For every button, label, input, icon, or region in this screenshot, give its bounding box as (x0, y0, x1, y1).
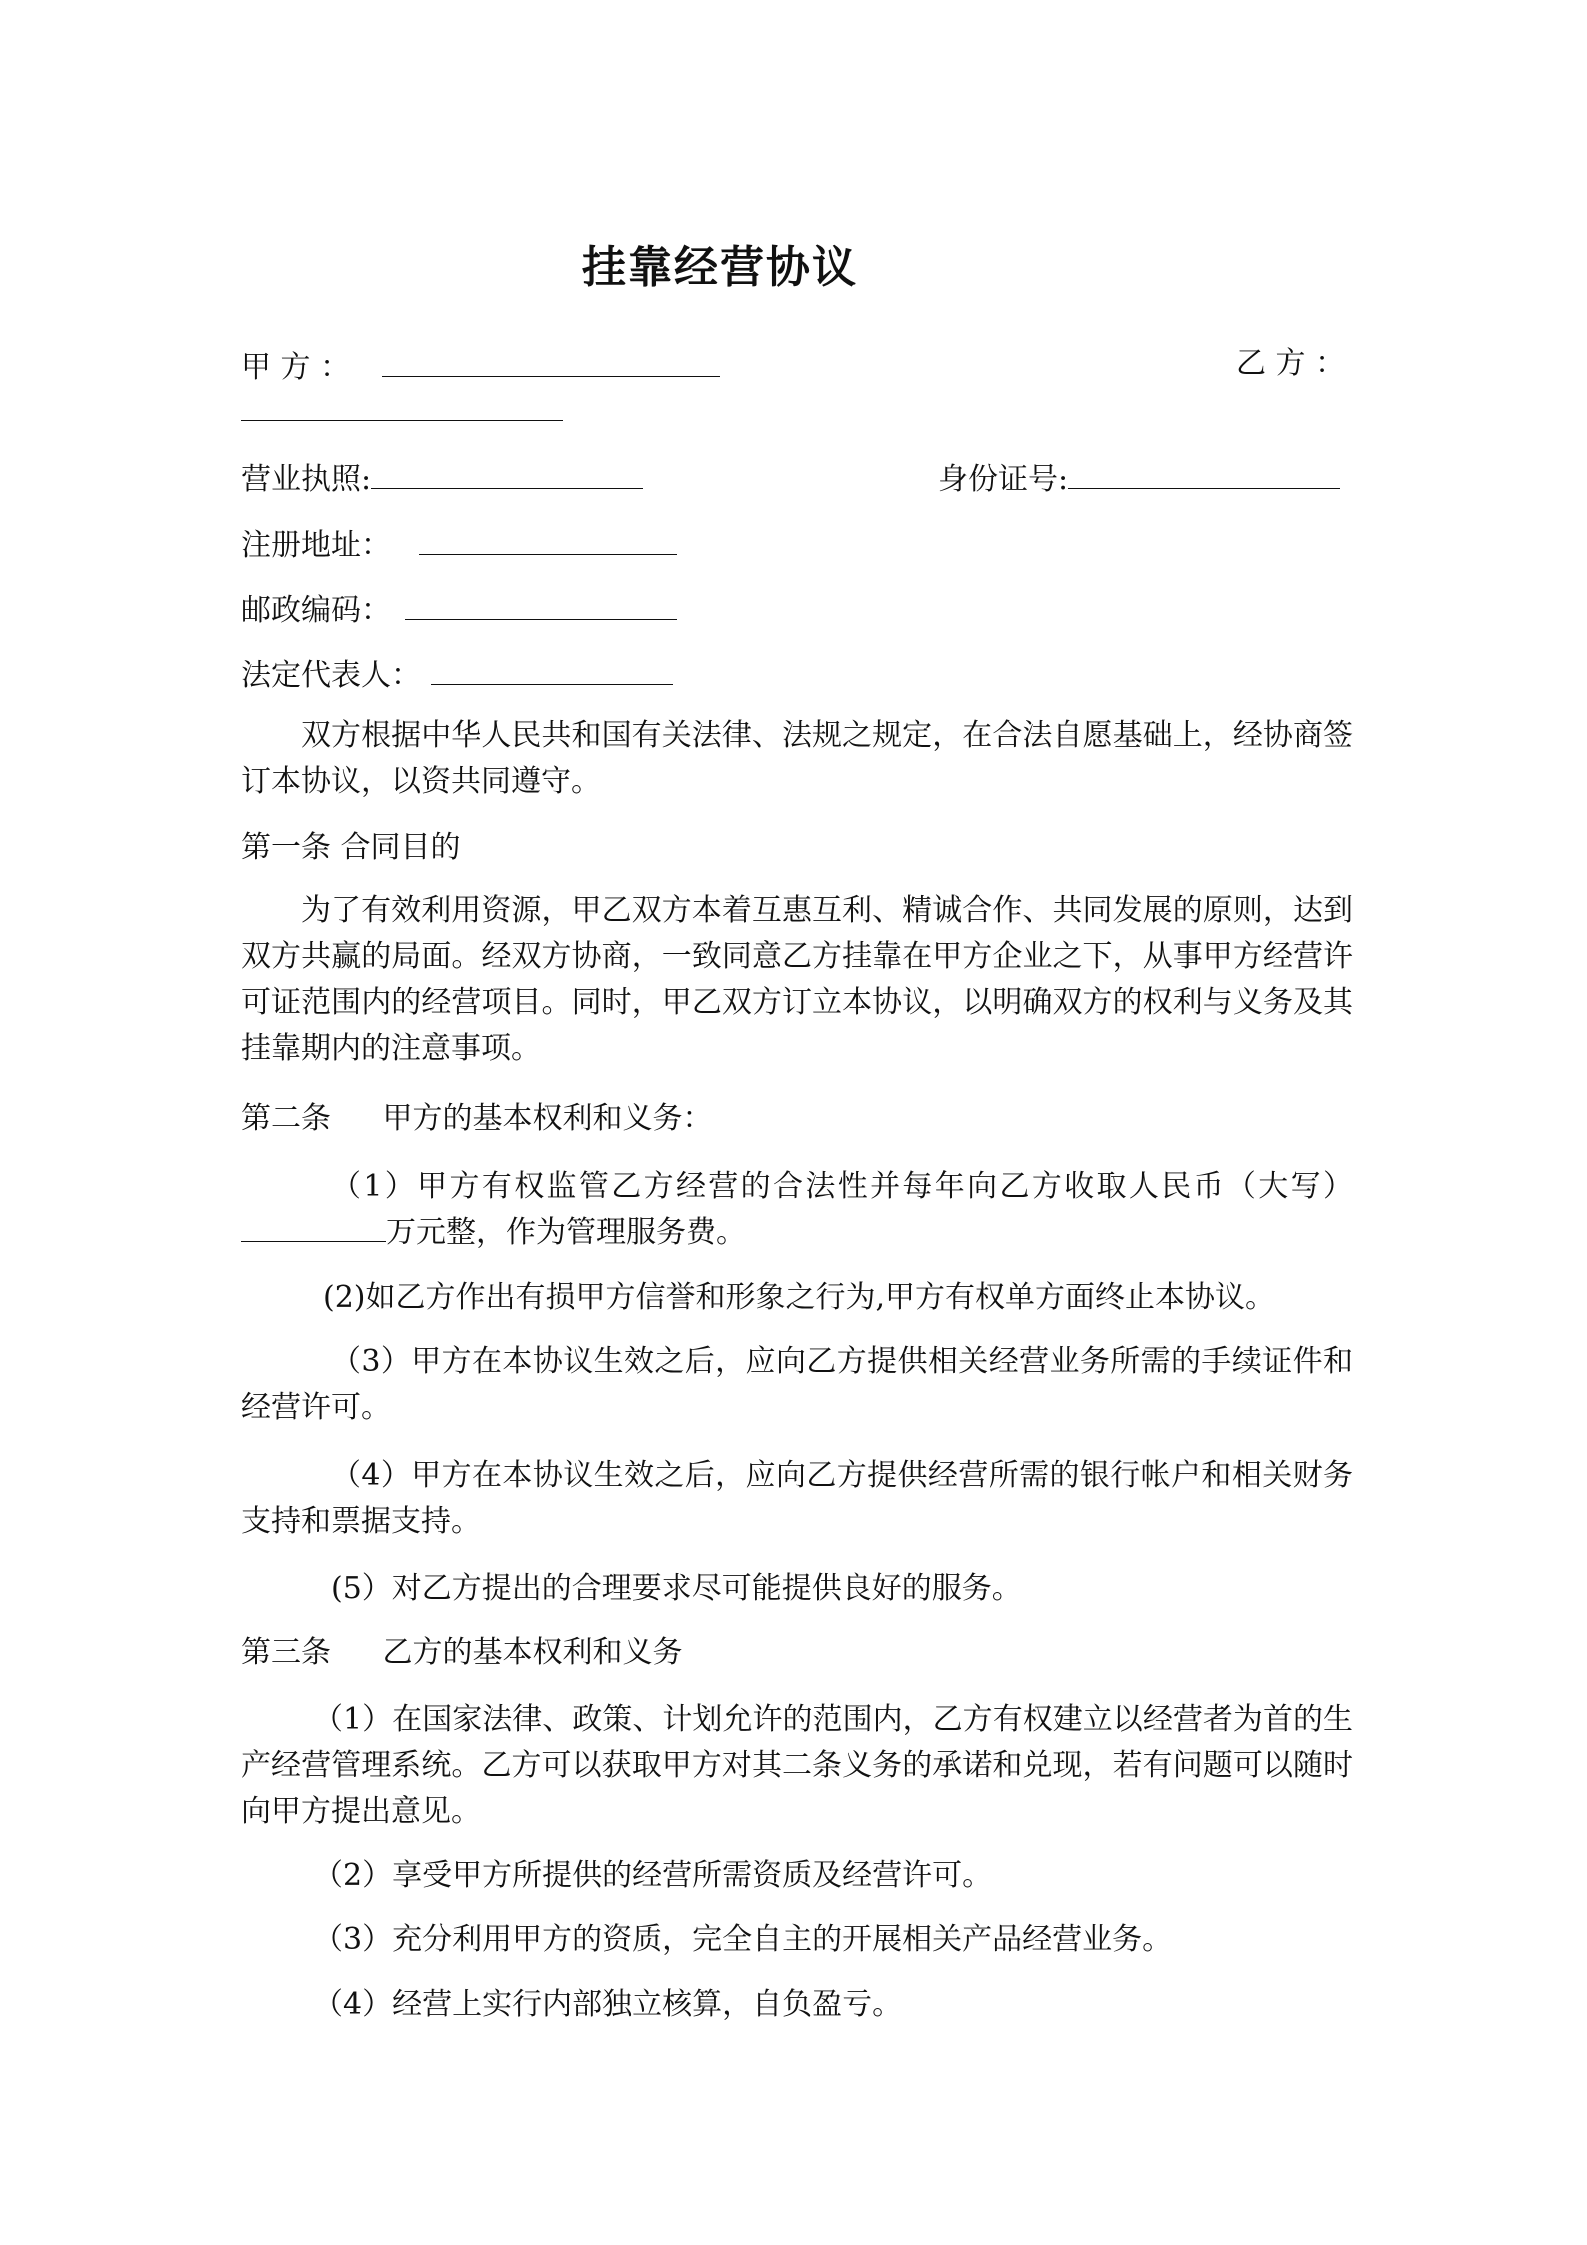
article3-number: 第三条 (241, 1635, 331, 1670)
party-b-line (1236, 342, 1345, 386)
party-a-blank (382, 342, 720, 377)
article1-number: 第一条 (241, 830, 331, 865)
article2-item1-text-end: 万元整，作为管理服务费。 (386, 1215, 746, 1250)
legal-rep-label: 法定代表人： (241, 658, 421, 693)
registered-address-blank (419, 520, 677, 555)
postal-code-label: 邮政编码： (241, 593, 391, 628)
party-b-blank (241, 386, 563, 421)
article1-body: 为了有效利用资源，甲乙双方本着互惠互利、精诚合作、共同发展的原则，达到双方共赢的局面。经双方协商，一致同意乙方挂靠在甲方企业之下，从事甲方经营许可证范围内的经营项目。同时，甲乙双方订立本协议，以明确双方的权利与义务及其挂靠期内的注意事项。 (241, 893, 1353, 1066)
article3-title: 乙方的基本权利和义务 (382, 1635, 683, 1670)
article2-item3: （3）甲方在本协议生效之后，应向乙方提供相关经营业务所需的手续证件和经营许可。 (241, 1344, 1353, 1425)
business-license-line (241, 454, 643, 502)
business-license-blank (371, 454, 643, 489)
article2-heading (241, 1097, 713, 1141)
fee-amount-blank (241, 1211, 386, 1242)
article1-heading (241, 826, 461, 870)
article2-item1-text: （1）甲方有权监管乙方经营的合法性并每年向乙方收取人民币（大写） (331, 1169, 1353, 1204)
business-license-label: 营业执照: (241, 462, 372, 497)
party-b-label: 乙 方 ： (1236, 346, 1346, 381)
article3-item2: （2）享受甲方所提供的经营所需资质及经营许可。 (313, 1858, 993, 1893)
id-number-line (938, 454, 1340, 502)
article2-item5: (5）对乙方提出的合理要求尽可能提供良好的服务。 (331, 1571, 1022, 1606)
id-number-blank (1068, 454, 1340, 489)
article2-item4: （4）甲方在本协议生效之后，应向乙方提供经营所需的银行帐户和相关财务支持和票据支持。 (241, 1458, 1353, 1539)
party-a-label: 甲 方 ： (241, 350, 351, 385)
article1-title: 合同目的 (340, 830, 461, 865)
preamble-paragraph: 双方根据中华人民共和国有关法律、法规之规定，在合法自愿基础上，经协商签订本协议，以资共同遵守。 (241, 718, 1353, 799)
postal-code-line (241, 585, 677, 633)
article2-item1 (241, 1164, 1353, 1256)
party-a-line (241, 342, 720, 390)
article2-title: 甲方的基本权利和义务： (382, 1101, 713, 1136)
article3-heading (241, 1631, 683, 1675)
article3-item1: （1）在国家法律、政策、计划允许的范围内，乙方有权建立以经营者为首的生产经营管理系统。乙方可以获取甲方对其二条义务的承诺和兑现，若有问题可以随时向甲方提出意见。 (241, 1702, 1353, 1829)
party-b-blank-line (241, 386, 563, 434)
legal-rep-line (241, 650, 673, 698)
registered-address-label: 注册地址： (241, 528, 391, 563)
article3-item4: （4）经营上实行内部独立核算，自负盈亏。 (313, 1987, 903, 2022)
registered-address-line (241, 520, 677, 568)
postal-code-blank (405, 585, 677, 620)
article2-number: 第二条 (241, 1101, 331, 1136)
document-title: 挂靠经营协议 (582, 242, 858, 293)
article2-item2: (2)如乙方作出有损甲方信誉和形象之行为,甲方有权单方面终止本协议。 (323, 1280, 1276, 1315)
legal-rep-blank (431, 650, 673, 685)
article3-item3: （3）充分利用甲方的资质，完全自主的开展相关产品经营业务。 (313, 1922, 1173, 1957)
id-number-label: 身份证号: (938, 462, 1069, 497)
